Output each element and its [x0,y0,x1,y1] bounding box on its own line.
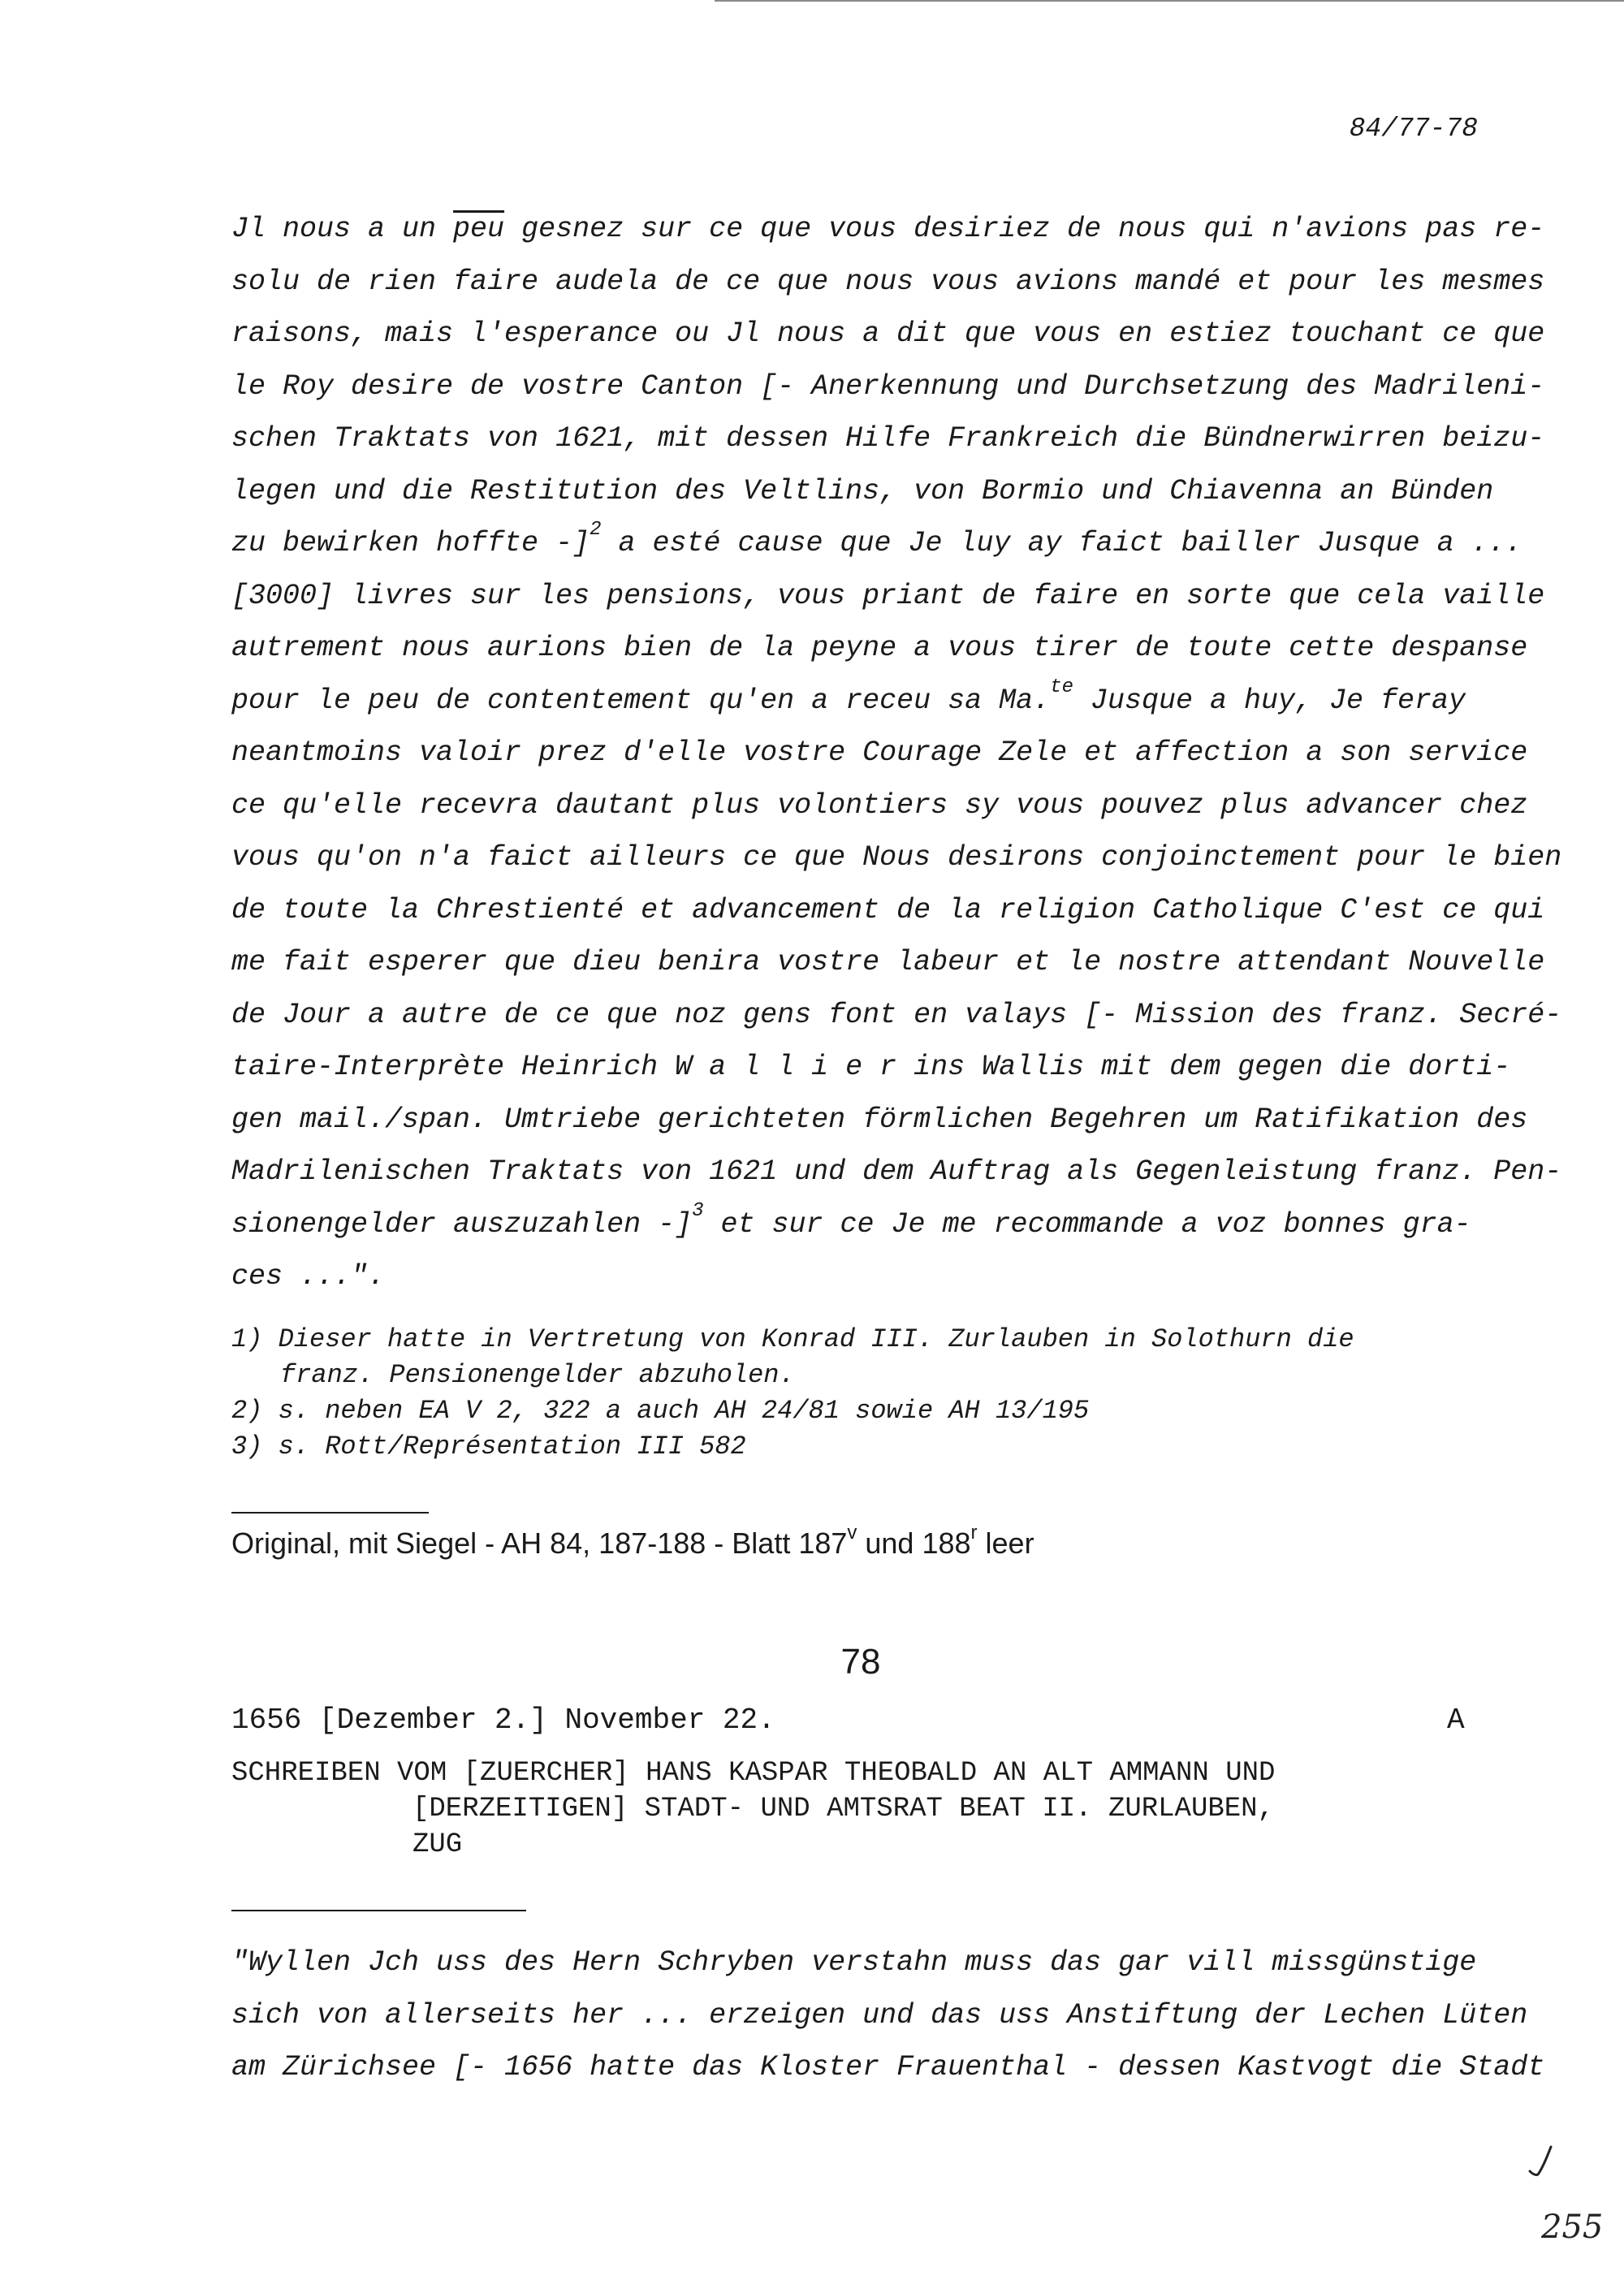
document-date: 1656 [Dezember 2.] November 22. [231,1704,775,1737]
handwritten-page-number: 255 [1541,2209,1604,2246]
body-line: solu de rien faire audela de ce que nous vous avions mandé et pour les mesmes [231,265,1545,298]
body-line: pour le peu de contentement qu'en a receu sa Ma.$^{te}$ Jusque a huy, Je feray [231,676,1466,717]
title-line: SCHREIBEN VOM [ZUERCHER] HANS KASPAR THEOBALD AN ALT AMMANN UND [231,1758,1276,1789]
body-line: sich von allerseits her ... erzeigen und das uss Anstiftung der Lechen Lüten [231,1998,1528,2032]
body-line: vous qu'on n'a faict ailleurs ce que Nous desirons conjoinctement pour le bien [231,841,1562,874]
document-title [231,1755,1275,1863]
body-line: ces ...". [231,1260,386,1293]
body-line: le Roy desire de vostre Canton [- Anerkennung und Durchsetzung des Madrileni- [231,369,1545,403]
body-line: schen Traktats von 1621, mit dessen Hilfe Frankreich die Bündnerwirren beizu- [231,422,1545,455]
body-line: am Zürichsee [- 1656 hatte das Kloster Frauenthal - dessen Kastvogt die Stadt [231,2051,1545,2084]
top-edge-rule [715,0,1624,2]
title-line: [DERZEITIGEN] STADT- UND AMTSRAT BEAT II. ZURLAUBEN, [412,1794,1274,1824]
body-line: taire-Interprète Heinrich W a l l i e r ins Wallis mit dem gegen die dorti- [231,1051,1511,1083]
page-reference: 84/77-78 [1349,114,1478,144]
body-line: zu bewirken hoffte -]$^2$ a esté cause que Je luy ay faict bailler Jusque a ... [231,519,1522,559]
letter-body [231,203,1562,1303]
source-divider [231,1512,429,1514]
footnote-1-continued: franz. Pensionengelder abzuholen. [280,1360,795,1390]
body-line: sionengelder auszuzahlen -]$^3$ et sur ce Je me recommande a voz bonnes gra- [231,1199,1471,1241]
body-line: Madrilenischen Traktats von 1621 und dem Auftrag als Gegenleistung franz. Pen- [231,1155,1562,1188]
body-line: Jl nous a un $\overline{peu}$ gesnez sur ce que vous desiriez de nous qui n'avions pas re- [231,213,1545,245]
body-line: gen mail./span. Umtriebe gerichteten förmlichen Begehren um Ratifikation des [231,1103,1528,1136]
body-line: raisons, mais l'esperance ou Jl nous a dit que vous en estiez touchant ce que [231,317,1545,350]
footnote-ref-3: 3 [692,1199,704,1222]
body-line: de toute la Chrestienté et advancement de la religion Catholique C'est ce qui [231,893,1545,926]
body-line: legen und die Restitution des Veltlins, von Bormio und Chiavenna an Bünden [231,474,1494,507]
source-note: Original, mit Siegel - AH 84, 187-188 - Blatt 187$^v$ und 188$^r$ leer [231,1522,1034,1560]
footnote-ref-2: 2 [590,519,602,541]
title-divider [231,1910,526,1911]
footnote-1: 1) Dieser hatte in Vertretung von Konrad III. Zurlauben in Solothurn die [231,1324,1354,1354]
check-mark-icon [1527,2144,1556,2179]
body-line: "Wyllen Jch uss des Hern Schryben verstahn muss das gar vill missgünstige [231,1946,1477,1979]
body-line: ce qu'elle recevra dautant plus volontiers sy vous pouvez plus advancer chez [231,788,1528,822]
document-marker: A [1447,1704,1465,1737]
document-number: 78 [840,1642,881,1682]
footnote-3: 3) s. Rott/Représentation III 582 [231,1431,746,1462]
body-line: [3000] livres sur les pensions, vous priant de faire en sorte que cela vaille [231,579,1545,612]
footnotes [231,1322,1531,1465]
body-line: autrement nous aurions bien de la peyne a vous tirer de toute cette despanse [231,632,1528,664]
letter-body-78 [231,1937,1545,2094]
footnote-2: 2) s. neben EA V 2, 322 a auch AH 24/81 sowie AH 13/195 [231,1396,1090,1426]
body-line: de Jour a autre de ce que noz gens font en valays [- Mission des franz. Secré- [231,998,1562,1031]
body-line: me fait esperer que dieu benira vostre labeur et le nostre attendant Nouvelle [231,946,1545,978]
body-line: neantmoins valoir prez d'elle vostre Courage Zele et affection a son service [231,736,1528,769]
title-line: ZUG [412,1829,463,1860]
